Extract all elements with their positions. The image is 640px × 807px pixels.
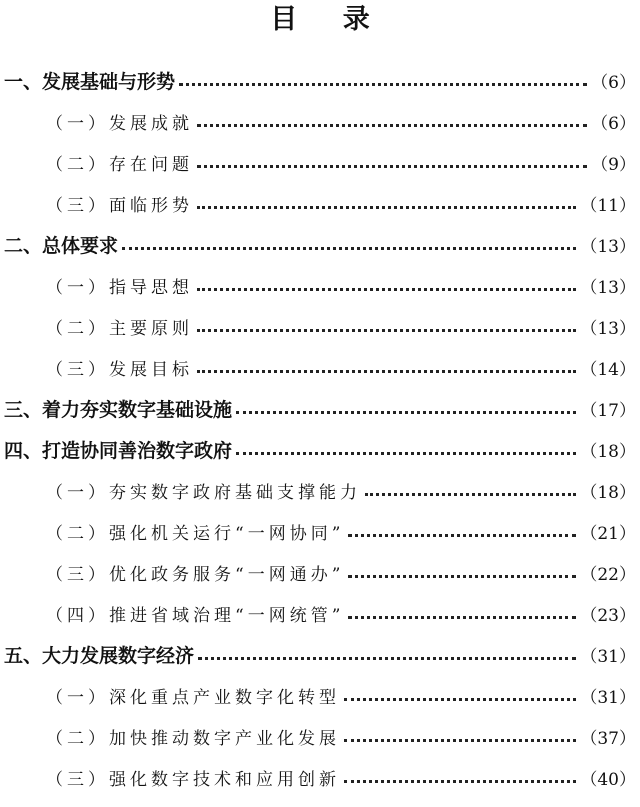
- toc-entry-label: 一、发展基础与形势: [4, 70, 176, 93]
- toc-entry-page: （22）: [580, 564, 636, 585]
- toc-entry-page: （21）: [580, 523, 636, 544]
- dot-leader: [197, 288, 576, 291]
- dot-leader: [348, 534, 576, 537]
- toc-entry[interactable]: [0, 224, 636, 264]
- toc-entry-label: （二）存在问题: [46, 154, 193, 175]
- toc-entry-label: （二）加快推动数字产业化发展: [46, 728, 340, 749]
- toc-entry-label: （三）优化政务服务“一网通办”: [46, 564, 345, 585]
- toc-entry-label: （三）面临形势: [46, 195, 193, 216]
- toc-entry[interactable]: [0, 634, 636, 674]
- toc-entry[interactable]: [0, 183, 636, 223]
- toc-entry-label: （一）发展成就: [46, 113, 193, 134]
- toc-entry[interactable]: [0, 101, 636, 141]
- toc-entry-page: （9）: [591, 154, 636, 175]
- dot-leader: [348, 575, 576, 578]
- dot-leader: [197, 165, 587, 168]
- toc-entry[interactable]: [0, 675, 636, 715]
- dot-leader: [344, 739, 576, 742]
- toc-entry-label: （一）深化重点产业数字化转型: [46, 687, 340, 708]
- dot-leader: [179, 83, 587, 86]
- dot-leader: [344, 780, 576, 783]
- dot-leader: [236, 411, 576, 414]
- toc-entry-page: （37）: [580, 728, 636, 749]
- dot-leader: [122, 247, 576, 250]
- dot-leader: [197, 124, 587, 127]
- toc-entry-label: （二）主要原则: [46, 318, 193, 339]
- toc-entry-page: （13）: [580, 236, 636, 257]
- toc-entry[interactable]: [0, 511, 636, 551]
- page-title: 目 录: [270, 4, 388, 35]
- toc-entry-label: 三、着力夯实数字基础设施: [4, 398, 233, 421]
- toc-entry-label: （一）指导思想: [46, 277, 193, 298]
- toc-entry[interactable]: [0, 265, 636, 305]
- toc-entry[interactable]: [0, 60, 636, 100]
- dot-leader: [197, 370, 576, 373]
- toc-entry-label: 二、总体要求: [4, 234, 119, 257]
- toc-entry-page: （6）: [591, 113, 636, 134]
- toc-entry-page: （13）: [580, 277, 636, 298]
- toc-entry-page: （14）: [580, 359, 636, 380]
- toc-entry[interactable]: [0, 552, 636, 592]
- toc-entry[interactable]: [0, 347, 636, 387]
- dot-leader: [348, 616, 576, 619]
- toc-entry-page: （17）: [580, 400, 636, 421]
- toc-entry-label: 五、大力发展数字经济: [4, 644, 195, 667]
- toc-entry-label: （一）夯实数字政府基础支撑能力: [46, 482, 361, 503]
- toc-entry-page: （40）: [580, 769, 636, 790]
- toc-entry-page: （31）: [580, 646, 636, 667]
- dot-leader: [344, 698, 576, 701]
- toc-entry-page: （6）: [591, 72, 636, 93]
- toc-entry[interactable]: [0, 429, 636, 469]
- toc-entry[interactable]: [0, 716, 636, 756]
- toc-entry-page: （18）: [580, 441, 636, 462]
- toc-entry[interactable]: [0, 306, 636, 346]
- toc-entry[interactable]: [0, 757, 636, 797]
- toc-entry-label: （四）推进省域治理“一网统管”: [46, 605, 345, 626]
- toc-entry-page: （18）: [580, 482, 636, 503]
- toc-entry-label: （二）强化机关运行“一网协同”: [46, 523, 345, 544]
- toc-entry-page: （31）: [580, 687, 636, 708]
- toc-entry[interactable]: [0, 388, 636, 428]
- toc-entry[interactable]: [0, 142, 636, 182]
- toc-entry-page: （11）: [580, 195, 636, 216]
- toc-entry-label: 四、打造协同善治数字政府: [4, 439, 233, 462]
- toc-entry[interactable]: [0, 593, 636, 633]
- toc-entry-page: （13）: [580, 318, 636, 339]
- dot-leader: [198, 657, 576, 660]
- dot-leader: [197, 206, 576, 209]
- toc-entry-label: （三）强化数字技术和应用创新: [46, 769, 340, 790]
- toc-entry-page: （23）: [580, 605, 636, 626]
- dot-leader: [365, 493, 576, 496]
- toc-entry[interactable]: [0, 470, 636, 510]
- dot-leader: [197, 329, 576, 332]
- dot-leader: [236, 452, 576, 455]
- toc-entry-label: （三）发展目标: [46, 359, 193, 380]
